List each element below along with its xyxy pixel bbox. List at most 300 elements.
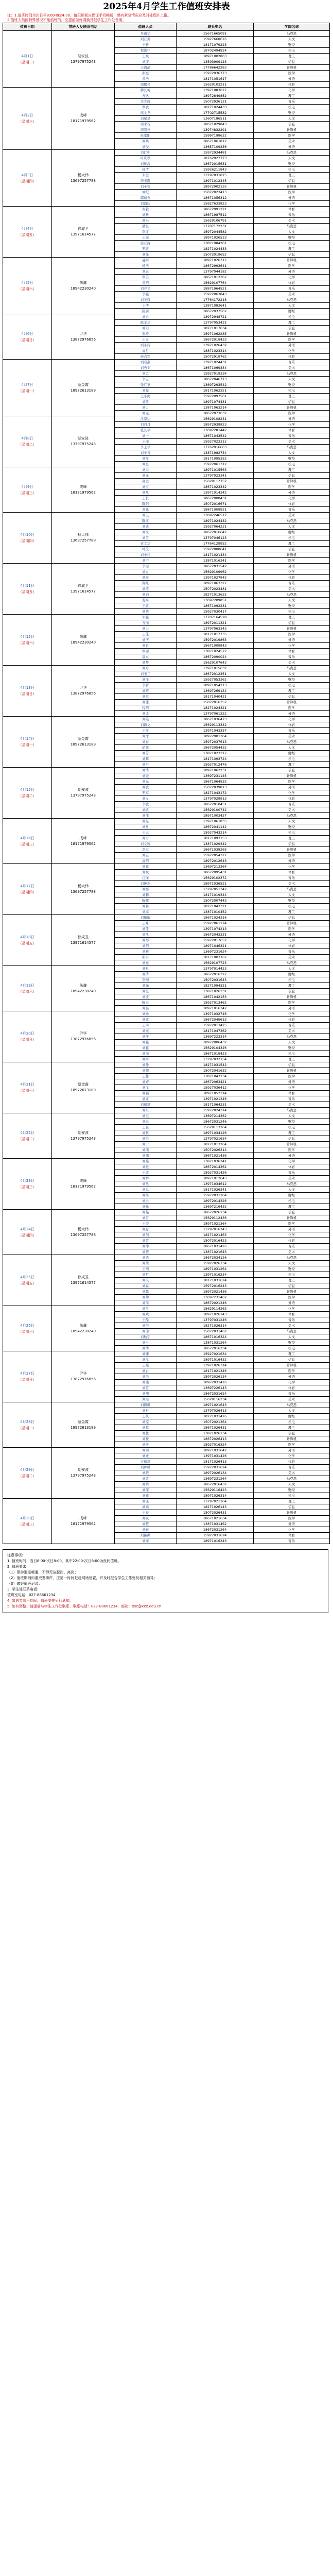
leader-phone: 18942230240 — [71, 1329, 96, 1333]
staff-faculty: 美术 — [254, 660, 330, 666]
staff-name: 刘洋 — [115, 677, 177, 683]
staff-phone: 13797053431 — [177, 320, 254, 326]
staff-faculty: 理工 — [254, 467, 330, 473]
staff-phone: 15972031264 — [177, 1193, 254, 1198]
staff-phone: 18671069334 — [177, 365, 254, 371]
staff-faculty: 计算机 — [254, 773, 330, 779]
footer-line: 2. 值班要求： — [7, 1565, 30, 1569]
staff-name: 刘海庆 — [115, 201, 177, 207]
staff-faculty: 化学 — [254, 1159, 330, 1164]
footer-line: （2）值班期间如遇突发事件，应第一时间赶赴现场处置，并及时报告学生工作处及相关领导； — [7, 1576, 157, 1580]
staff-name: 刘锋 — [115, 252, 177, 258]
staff-faculty: 理工 — [254, 173, 330, 178]
staff-phone: 17786642283 — [177, 65, 254, 71]
staff-faculty: 音乐 — [254, 949, 330, 955]
staff-phone: 15629106791 — [177, 218, 254, 224]
staff-faculty: 财经 — [254, 972, 330, 977]
staff-phone: 13697246512 — [177, 513, 254, 518]
staff-name: 吴雨华 — [115, 31, 177, 37]
staff-name: 刘文博 — [115, 841, 177, 847]
staff-phone: 18971046321 — [177, 943, 254, 949]
staff-phone: 13871036241 — [177, 1159, 254, 1164]
staff-name: 刘玉 — [115, 513, 177, 518]
staff-name: 刘力 — [115, 405, 177, 411]
staff-phone: 18671026431 — [177, 1425, 254, 1431]
leader-phone: 13797975243 — [71, 442, 96, 446]
staff-faculty: 信息 — [254, 122, 330, 127]
staff-name: 刘星星 — [115, 116, 177, 122]
duty-date: 4月19日 — [20, 983, 34, 988]
staff-faculty: 体育 — [254, 575, 330, 581]
staff-name: 刘倩 — [115, 972, 177, 977]
staff-phone: 15927019334 — [177, 371, 254, 377]
staff-phone: 18972948721 — [177, 314, 254, 320]
staff-faculty: 人文 — [254, 1482, 330, 1487]
staff-faculty: 人文 — [254, 1187, 330, 1193]
staff-faculty: 计算机 — [254, 700, 330, 705]
staff-phone: 13871023317 — [177, 751, 254, 756]
staff-phone: 15629117752 — [177, 479, 254, 484]
staff-faculty: 信息 — [254, 1357, 330, 1363]
staff-faculty: 计算机 — [254, 184, 330, 190]
staff-phone: 15926211843 — [177, 167, 254, 173]
staff-name: 罗丽 — [115, 649, 177, 654]
staff-phone: 15072936121 — [177, 99, 254, 105]
leader-name: 胡安波 — [78, 1468, 89, 1472]
staff-phone: 18672026134 — [177, 1210, 254, 1215]
staff-name: 叶庆秋 — [115, 156, 177, 161]
staff-faculty: 财经 — [254, 161, 330, 167]
staff-phone: 18672991221 — [177, 207, 254, 212]
staff-phone: 15072041632 — [177, 1068, 254, 1074]
staff-faculty: 体育 — [254, 1459, 330, 1465]
table-row — [3, 819, 330, 824]
staff-phone: 18672026413 — [177, 1436, 254, 1442]
staff-faculty: 体育 — [254, 354, 330, 360]
staff-faculty: 马克思 — [254, 887, 330, 892]
duty-date: 4月30日 — [20, 1516, 34, 1520]
staff-faculty: 马克思 — [254, 371, 330, 377]
staff-faculty: 体育 — [254, 1164, 330, 1170]
staff-name: 刘帅 — [115, 1295, 177, 1300]
duty-date: 4月13日 — [20, 686, 34, 690]
staff-faculty: 理工 — [254, 1130, 330, 1136]
staff-phone: 18171003762 — [177, 955, 254, 960]
duty-date-cell — [3, 258, 52, 314]
header-faculty: 学院名称 — [254, 23, 330, 31]
staff-name: 杨清 — [115, 167, 177, 173]
staff-name: 刘悦 — [115, 1136, 177, 1142]
staff-phone: 18671029843 — [177, 122, 254, 127]
staff-phone: 18171051617 — [177, 76, 254, 82]
staff-phone: 17764172218 — [177, 297, 254, 303]
staff-name: 刘伟 — [115, 813, 177, 819]
staff-phone: 18171093724 — [177, 756, 254, 762]
staff-phone: 13697209851 — [177, 598, 254, 603]
staff-faculty: 人文 — [254, 598, 330, 603]
table-row — [3, 31, 330, 37]
staff-name: 刘涵 — [115, 983, 177, 989]
leader-cell — [52, 615, 115, 666]
staff-phone: 18171095352 — [177, 456, 254, 462]
staff-phone: 13797063343 — [177, 626, 254, 632]
staff-name: 王磊 — [115, 1317, 177, 1323]
leader-name: 尹华 — [79, 1371, 87, 1376]
staff-faculty: 化学 — [254, 496, 330, 501]
staff-phone: 18971034126 — [177, 1130, 254, 1136]
staff-phone: 18971036521 — [177, 881, 254, 887]
staff-faculty: 美术 — [254, 734, 330, 739]
staff-faculty: 外语 — [254, 1374, 330, 1380]
table-row — [3, 966, 330, 972]
footer-line: 注意事项： — [7, 1553, 25, 1557]
staff-faculty: 理工 — [254, 1057, 330, 1062]
staff-faculty: 计算机 — [254, 1215, 330, 1221]
table-row — [3, 915, 330, 921]
leader-cell — [52, 467, 115, 513]
leader-name: 尹华 — [79, 1031, 87, 1036]
staff-phone: 13971043357 — [177, 728, 254, 734]
duty-weekday: （星期二） — [18, 1474, 37, 1478]
staff-faculty: 机电 — [254, 1125, 330, 1130]
duty-weekday: （星期六） — [18, 286, 37, 291]
staff-name: 刘昆 — [115, 1357, 177, 1363]
staff-name: 刘扬 — [115, 1193, 177, 1198]
duty-weekday: （星期三） — [18, 1185, 37, 1189]
staff-name: 刘婧 — [115, 1482, 177, 1487]
staff-phone: 18672016642 — [177, 530, 254, 535]
staff-faculty: 财经 — [254, 110, 330, 116]
staff-name: 刘新文 — [115, 722, 177, 728]
staff-name: 刘兴 — [115, 218, 177, 224]
table-row — [3, 1448, 330, 1453]
staff-phone: 18762927773 — [177, 156, 254, 161]
duty-weekday: （星期五） — [18, 233, 37, 237]
leader-phone: 13872976856 — [71, 1037, 96, 1041]
staff-phone: 18171062251 — [177, 388, 254, 394]
staff-phone: 18971021364 — [177, 1221, 254, 1227]
staff-name: 刘丰 — [115, 626, 177, 632]
staff-phone: 15629113342 — [177, 722, 254, 728]
staff-name: 王海晶 — [115, 65, 177, 71]
staff-faculty: 机电 — [254, 830, 330, 836]
header-note-line: 2.值班人员因特殊情况不能值班的，应提前做好调换并报学生工作处备案。 — [7, 18, 126, 22]
staff-faculty: 体育 — [254, 428, 330, 433]
staff-name: 刘森 — [115, 1283, 177, 1289]
staff-phone: 18671023342 — [177, 484, 254, 490]
staff-faculty: 计算机 — [254, 1510, 330, 1516]
table-row — [3, 864, 330, 870]
staff-phone: 13971016234 — [177, 1272, 254, 1278]
duty-date: 4月9日 — [21, 484, 33, 489]
staff-phone: 13697214362 — [177, 1113, 254, 1119]
staff-name: 刘芬 — [115, 1385, 177, 1391]
staff-faculty: 音乐 — [254, 1170, 330, 1176]
duty-date-cell — [3, 915, 52, 966]
duty-date: 4月14日 — [20, 737, 34, 741]
staff-phone: 13797021634 — [177, 1136, 254, 1142]
leader-cell — [52, 1210, 115, 1255]
staff-faculty: 美术 — [254, 807, 330, 813]
staff-phone: 13697281442 — [177, 428, 254, 433]
leader-cell — [52, 416, 115, 467]
staff-phone: 15072026314 — [177, 1147, 254, 1153]
staff-name: 刘琛 — [115, 1487, 177, 1493]
staff-phone: 18171019344 — [177, 892, 254, 898]
staff-faculty: 音乐 — [254, 99, 330, 105]
table-row — [3, 1062, 330, 1068]
staff-name: 李敏 — [115, 802, 177, 807]
duty-weekday: （星期四） — [18, 539, 37, 543]
duty-date: 4月22日 — [20, 1130, 34, 1135]
staff-name: 柳长梅 — [115, 88, 177, 93]
staff-phone: 18672016234 — [177, 1346, 254, 1351]
leader-phone: 18942230240 — [71, 286, 96, 291]
staff-faculty: 马克思 — [254, 150, 330, 156]
leader-name: 胡安波 — [78, 54, 89, 58]
table-row — [3, 314, 330, 320]
staff-faculty: 医学 — [254, 1516, 330, 1521]
staff-phone: 15072031643 — [177, 977, 254, 983]
staff-name: 陈金华 — [115, 320, 177, 326]
staff-faculty: 信息 — [254, 1504, 330, 1510]
staff-name: 刘小红 — [115, 552, 177, 558]
staff-faculty: 理工 — [254, 54, 330, 59]
leader-cell — [52, 1306, 115, 1351]
staff-name: 刘美娥 — [115, 297, 177, 303]
duty-date-cell — [3, 1351, 52, 1402]
staff-phone: 18671021436 — [177, 1153, 254, 1159]
leader-phone: 13797975243 — [71, 793, 96, 798]
staff-name: 刘斌 — [115, 870, 177, 875]
staff-name: 刘亚 — [115, 1096, 177, 1102]
duty-date: 4月26日 — [20, 1323, 34, 1328]
staff-faculty: 计算机 — [254, 258, 330, 263]
staff-faculty: 机电 — [254, 904, 330, 909]
staff-name: 刘冰 — [115, 734, 177, 739]
duty-weekday: （星期五） — [18, 1281, 37, 1285]
staff-phone: 18972012643 — [177, 858, 254, 864]
duty-date: 4月3日 — [21, 173, 33, 177]
staff-faculty: 医学 — [254, 1147, 330, 1153]
staff-faculty: 外语 — [254, 1227, 330, 1232]
staff-name: 刘丽 — [115, 1051, 177, 1057]
staff-phone: 15629113264 — [177, 1125, 254, 1130]
staff-faculty: 财经 — [254, 309, 330, 314]
leader-phone: 18972613189 — [71, 388, 96, 393]
staff-faculty: 音乐 — [254, 360, 330, 365]
staff-name: 刘美 — [115, 535, 177, 541]
staff-faculty: 人文 — [254, 377, 330, 382]
staff-faculty: 人文 — [254, 1040, 330, 1045]
staff-name: 刘敬 — [115, 399, 177, 405]
staff-name: 朱金 — [115, 173, 177, 178]
staff-faculty: 马克思 — [254, 666, 330, 671]
staff-phone: 15927031426 — [177, 1170, 254, 1176]
staff-phone: 15629109962 — [177, 569, 254, 575]
duty-weekday: （星期五） — [18, 590, 37, 594]
leader-cell — [52, 1159, 115, 1210]
staff-faculty: 音乐 — [254, 875, 330, 881]
staff-phone: 18672008431 — [177, 496, 254, 501]
duty-date: 4月12日 — [20, 635, 34, 639]
staff-name: 刘霞 — [115, 989, 177, 994]
staff-faculty: 体育 — [254, 1017, 330, 1023]
leader-cell — [52, 1113, 115, 1159]
staff-phone: 13697231462 — [177, 1295, 254, 1300]
duty-weekday: （星期二） — [18, 1137, 37, 1141]
staff-name: 刘勇 — [115, 824, 177, 830]
leader-phone: 13971614577 — [71, 589, 96, 594]
staff-phone: 18271017634 — [177, 326, 254, 331]
staff-phone: 18672015631 — [177, 161, 254, 167]
staff-name: 刘静 — [115, 1062, 177, 1068]
leader-name: 成峰 — [79, 113, 87, 117]
duty-weekday: （星期一） — [18, 1426, 37, 1430]
staff-phone: 18271013264 — [177, 1142, 254, 1147]
staff-name: 万丽 — [115, 620, 177, 626]
staff-phone: 18671042153 — [177, 994, 254, 1000]
staff-faculty: 化学 — [254, 1011, 330, 1017]
staff-faculty: 人文 — [254, 450, 330, 456]
leader-phone: 13971614577 — [71, 1281, 96, 1285]
leader-cell — [52, 513, 115, 564]
staff-phone: 18971002863 — [177, 54, 254, 59]
leader-phone: 13971614577 — [71, 941, 96, 945]
staff-faculty: 马克思 — [254, 297, 330, 303]
staff-faculty: 美术 — [254, 292, 330, 297]
staff-name: 刘巧 — [115, 1323, 177, 1329]
duty-date: 4月7日 — [21, 382, 33, 387]
staff-name: 刘腾 — [115, 1425, 177, 1431]
staff-phone: 18271043321 — [177, 904, 254, 909]
leader-name: 杨大伟 — [78, 1227, 89, 1231]
table-row — [3, 467, 330, 473]
duty-weekday: （星期五） — [18, 941, 37, 945]
staff-name: 王小虎 — [115, 394, 177, 399]
leader-cell — [52, 666, 115, 717]
staff-faculty: 马克思 — [254, 739, 330, 745]
staff-phone: 18671043542 — [177, 433, 254, 439]
staff-name: 刘锐 — [115, 1516, 177, 1521]
duty-date: 4月29日 — [20, 1468, 34, 1472]
staff-phone: 13697293542 — [177, 382, 254, 388]
staff-faculty: 美术 — [254, 1470, 330, 1476]
staff-phone: 15927023312 — [177, 439, 254, 445]
staff-phone: 18972014326 — [177, 1198, 254, 1204]
staff-name: 刘阔 — [115, 1448, 177, 1453]
staff-name: 刘思 — [115, 1187, 177, 1193]
leader-name: 杨大伟 — [78, 173, 89, 177]
staff-phone: 13797014423 — [177, 966, 254, 972]
staff-name: 王燕 — [115, 1363, 177, 1368]
staff-name: 刘嘉 — [115, 388, 177, 394]
staff-name: 刘昕 — [115, 1408, 177, 1414]
staff-name: 刘琪 — [115, 1278, 177, 1283]
staff-name: 刘旭 — [115, 1028, 177, 1034]
staff-name: 邓佩 — [115, 507, 177, 513]
staff-faculty: 化学 — [254, 1380, 330, 1385]
staff-phone: 15972017652 — [177, 938, 254, 943]
table-row — [3, 207, 330, 212]
staff-faculty: 美术 — [254, 513, 330, 518]
staff-phone: 18671056312 — [177, 195, 254, 201]
staff-phone: 18672031542 — [177, 564, 254, 569]
staff-name: 刘雪 — [115, 836, 177, 841]
staff-faculty: 计算机 — [254, 331, 330, 337]
staff-name: 刘雷 — [115, 1215, 177, 1221]
staff-name: 李玉霞 — [115, 178, 177, 184]
leader-cell — [52, 314, 115, 360]
staff-name: 刘谦 — [115, 1499, 177, 1504]
staff-phone: 13697213364 — [177, 864, 254, 870]
staff-name: 刘轩 — [115, 1527, 177, 1533]
staff-faculty: 计算机 — [254, 994, 330, 1000]
duty-date-cell — [3, 768, 52, 819]
staff-name: 刘振 — [115, 773, 177, 779]
staff-faculty: 医学 — [254, 133, 330, 139]
duty-date: 4月1日 — [21, 54, 33, 58]
staff-faculty: 外语 — [254, 343, 330, 348]
staff-faculty: 理工 — [254, 1425, 330, 1431]
staff-phone: 15927013462 — [177, 1000, 254, 1006]
staff-faculty: 医学 — [254, 337, 330, 343]
duty-date-cell — [3, 88, 52, 150]
staff-phone: 13871024572 — [177, 649, 254, 654]
staff-faculty: 化学 — [254, 569, 330, 575]
staff-faculty: 音乐 — [254, 286, 330, 292]
staff-faculty: 美术 — [254, 1028, 330, 1034]
staff-phone: 18672019433 — [177, 337, 254, 343]
staff-faculty: 医学 — [254, 558, 330, 564]
leader-phone: 13872976856 — [71, 1377, 96, 1381]
leader-name: 徐成卫 — [78, 935, 89, 939]
leader-phone: 18942230240 — [71, 640, 96, 645]
staff-phone: 18671092231 — [177, 603, 254, 609]
staff-name: 刘明 — [115, 943, 177, 949]
leader-name: 朱鑫 — [79, 983, 87, 988]
staff-faculty: 医学 — [254, 190, 330, 195]
staff-phone: 18972902135 — [177, 184, 254, 190]
staff-faculty: 音乐 — [254, 507, 330, 513]
staff-faculty: 体育 — [254, 722, 330, 728]
staff-name: 罗敏 — [115, 105, 177, 110]
staff-faculty: 机电 — [254, 241, 330, 246]
staff-phone: 15972031624 — [177, 1465, 254, 1470]
staff-faculty: 医学 — [254, 853, 330, 858]
staff-name: 王亮 — [115, 1510, 177, 1516]
staff-phone: 15927064231 — [177, 524, 254, 530]
staff-phone: 15972061312 — [177, 462, 254, 467]
staff-faculty: 医学 — [254, 1368, 330, 1374]
leader-phone: 18972613189 — [71, 1425, 96, 1430]
leader-cell — [52, 768, 115, 819]
staff-faculty: 计算机 — [254, 1363, 330, 1368]
duty-weekday: （星期四） — [18, 890, 37, 894]
staff-phone: 13971034612 — [177, 1181, 254, 1187]
staff-faculty: 信息 — [254, 915, 330, 921]
staff-faculty: 美术 — [254, 365, 330, 371]
duty-date-cell — [3, 1062, 52, 1113]
staff-name: 王敏 — [115, 603, 177, 609]
staff-phone: 15972037613 — [177, 739, 254, 745]
leader-phone: 13797975243 — [71, 1473, 96, 1478]
staff-phone: 13607186511 — [177, 116, 254, 122]
staff-name: 刘帆 — [115, 966, 177, 972]
staff-name: 刘春 — [115, 739, 177, 745]
header-leader: 带班人及联系电话 — [52, 23, 115, 31]
staff-phone: 18672046713 — [177, 377, 254, 382]
